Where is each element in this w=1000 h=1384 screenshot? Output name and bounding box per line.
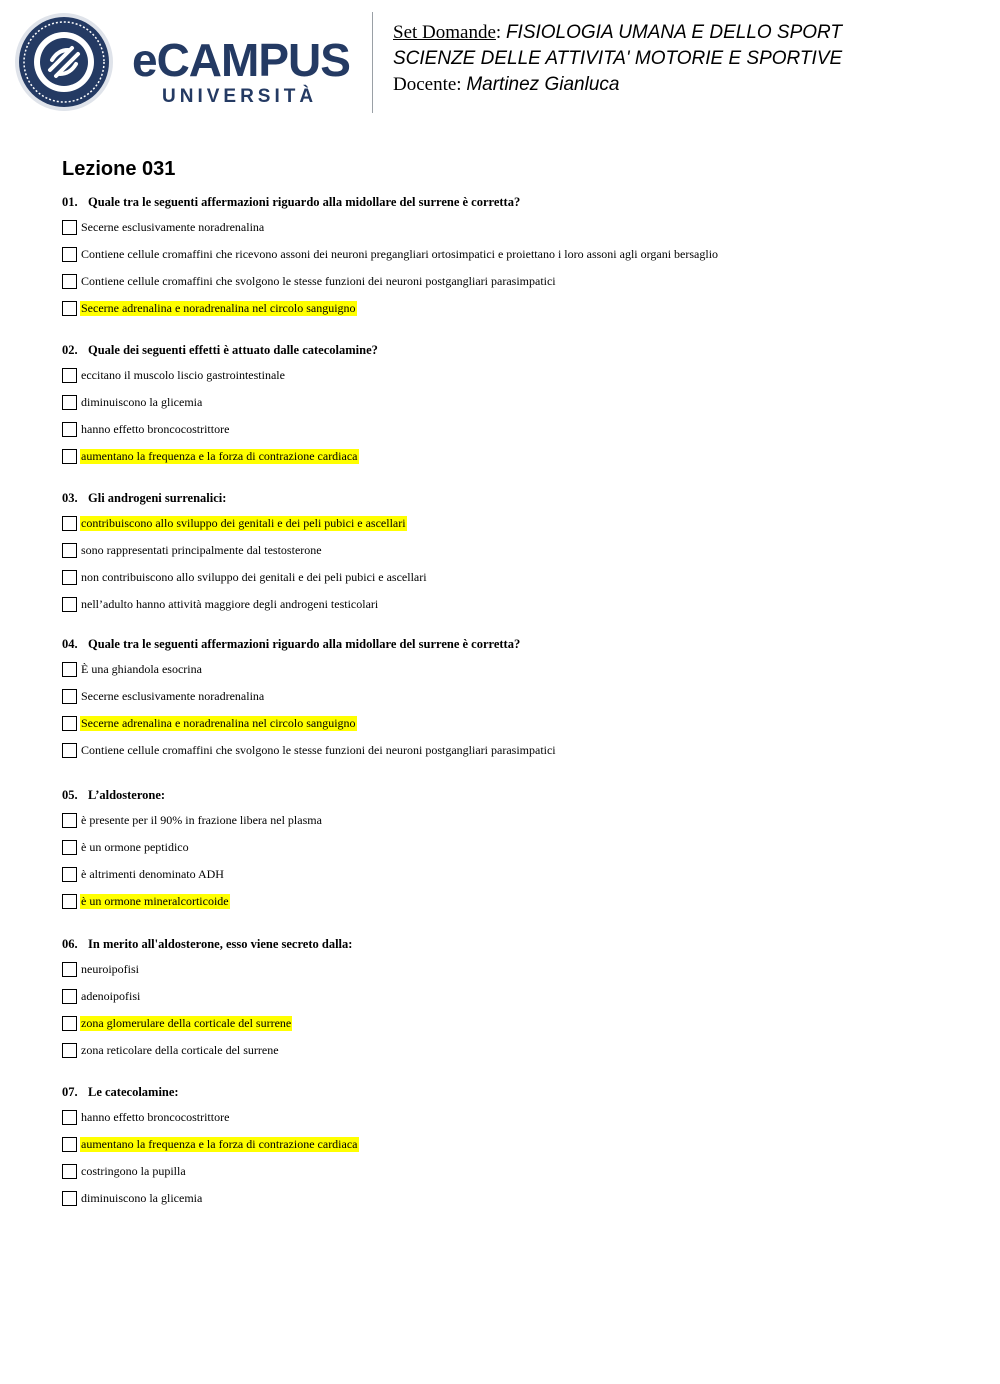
checkbox[interactable] [62, 1043, 77, 1058]
question-text [62, 194, 719, 210]
answer-option[interactable] [62, 1104, 359, 1131]
question-number: 05. [62, 788, 78, 802]
answer-text: Contiene cellule cromaffini che svolgono le stesse funzioni dei neuroni postgangliari parasimpatici [81, 743, 556, 757]
question-7 [62, 1084, 359, 1212]
question-label: Gli androgeni surrenalici: [88, 491, 227, 505]
checkbox[interactable] [62, 1016, 77, 1031]
question-number: 06. [62, 937, 78, 951]
answer-option[interactable] [62, 510, 428, 537]
answer-text: hanno effetto broncocostrittore [81, 422, 230, 436]
checkbox[interactable] [62, 867, 77, 882]
university-seal-icon [14, 12, 114, 112]
answer-option[interactable] [62, 710, 557, 737]
question-1 [62, 194, 719, 322]
question-label: Quale tra le seguenti affermazioni riguardo alla midollare del surrene è corretta? [88, 637, 521, 651]
correct-answer-text: contribuiscono allo sviluppo dei genitali e dei peli pubici e ascellari [81, 516, 406, 530]
answer-option[interactable] [62, 807, 323, 834]
checkbox[interactable] [62, 840, 77, 855]
answer-text: sono rappresentati principalmente dal testosterone [81, 543, 322, 557]
answer-option[interactable] [62, 362, 378, 389]
answer-option[interactable] [62, 683, 557, 710]
answer-option[interactable] [62, 861, 323, 888]
checkbox[interactable] [62, 962, 77, 977]
answer-option[interactable] [62, 591, 428, 618]
checkbox[interactable] [62, 1137, 77, 1152]
answer-option[interactable] [62, 1185, 359, 1212]
question-number: 07. [62, 1085, 78, 1099]
checkbox[interactable] [62, 301, 77, 316]
course-name: FISIOLOGIA UMANA E DELLO SPORT [505, 22, 843, 43]
answer-text: eccitano il muscolo liscio gastrointestinale [81, 368, 285, 382]
answer-option[interactable] [62, 1010, 352, 1037]
question-label: L’aldosterone: [88, 788, 166, 802]
answer-text: Contiene cellule cromaffini che svolgono le stesse funzioni dei neuroni postgangliari parasimpatici [81, 274, 556, 288]
answer-option[interactable] [62, 295, 719, 322]
checkbox[interactable] [62, 662, 77, 677]
question-label: In merito all'aldosterone, esso viene secreto dalla: [88, 937, 353, 951]
correct-answer-text: aumentano la frequenza e la forza di contrazione cardiaca [81, 449, 358, 463]
question-text [62, 1084, 359, 1100]
question-number: 02. [62, 343, 78, 357]
answer-text: è un ormone peptidico [81, 840, 189, 854]
answer-option[interactable] [62, 1158, 359, 1185]
checkbox[interactable] [62, 1164, 77, 1179]
question-number: 04. [62, 637, 78, 651]
question-text [62, 490, 428, 506]
teacher-line [393, 72, 842, 98]
lesson-title: Lezione 031 [62, 158, 176, 180]
question-5 [62, 787, 323, 915]
course-program: SCIENZE DELLE ATTIVITA' MOTORIE E SPORTIVE [393, 48, 843, 69]
answer-option[interactable] [62, 1037, 352, 1064]
checkbox[interactable] [62, 894, 77, 909]
question-label: Quale tra le seguenti affermazioni riguardo alla midollare del surrene è corretta? [88, 195, 521, 209]
answer-text: è altrimenti denominato ADH [81, 867, 224, 881]
answer-text: È una ghiandola esocrina [81, 662, 202, 676]
answer-text: zona reticolare della corticale del surrene [81, 1043, 279, 1057]
answer-option[interactable] [62, 537, 428, 564]
checkbox[interactable] [62, 689, 77, 704]
answer-text: nell’adulto hanno attività maggiore degli androgeni testicolari [81, 597, 379, 611]
answer-text: diminuiscono la glicemia [81, 1191, 203, 1205]
checkbox[interactable] [62, 543, 77, 558]
answer-text: neuroipofisi [81, 962, 139, 976]
header-divider [372, 12, 373, 113]
question-text [62, 787, 323, 803]
answer-option[interactable] [62, 1131, 359, 1158]
brand-subtitle: UNIVERSITÀ [162, 86, 318, 107]
question-6 [62, 936, 352, 1064]
checkbox[interactable] [62, 220, 77, 235]
course-info [393, 20, 842, 98]
answer-option[interactable] [62, 268, 719, 295]
correct-answer-text: zona glomerulare della corticale del surrene [81, 1016, 292, 1030]
question-text [62, 636, 557, 652]
checkbox[interactable] [62, 274, 77, 289]
checkbox[interactable] [62, 716, 77, 731]
course-line-2 [393, 46, 842, 72]
page-header [0, 0, 1000, 130]
answer-text: Secerne esclusivamente noradrenalina [81, 220, 265, 234]
teacher-label: Docente: [393, 74, 462, 95]
answer-option[interactable] [62, 834, 323, 861]
answer-option[interactable] [62, 737, 557, 764]
teacher-name: Martinez Gianluca [466, 74, 620, 95]
question-label: Le catecolamine: [88, 1085, 179, 1099]
answer-option[interactable] [62, 888, 323, 915]
answer-text: diminuiscono la glicemia [81, 395, 203, 409]
question-number: 01. [62, 195, 78, 209]
answer-text: non contribuiscono allo sviluppo dei genitali e dei peli pubici e ascellari [81, 570, 427, 584]
answer-option[interactable] [62, 983, 352, 1010]
answer-option[interactable] [62, 443, 378, 470]
answer-option[interactable] [62, 956, 352, 983]
checkbox[interactable] [62, 247, 77, 262]
brand-logo [132, 34, 357, 118]
answer-option[interactable] [62, 389, 378, 416]
question-label: Quale dei seguenti effetti è attuato dalle catecolamine? [88, 343, 378, 357]
checkbox[interactable] [62, 449, 77, 464]
question-3 [62, 490, 428, 618]
answer-text: costringono la pupilla [81, 1164, 186, 1178]
checkbox[interactable] [62, 1110, 77, 1125]
checkbox[interactable] [62, 597, 77, 612]
checkbox[interactable] [62, 989, 77, 1004]
answer-option[interactable] [62, 564, 428, 591]
course-line-1: Set Domande: FISIOLOGIA UMANA E DELLO SPORT [393, 22, 843, 43]
answer-option[interactable] [62, 656, 557, 683]
checkbox[interactable] [62, 1191, 77, 1206]
checkbox[interactable] [62, 368, 77, 383]
answer-option[interactable] [62, 241, 719, 268]
checkbox[interactable] [62, 395, 77, 410]
brand-name: eCAMPUS [132, 34, 350, 86]
question-2 [62, 342, 378, 470]
answer-text: hanno effetto broncocostrittore [81, 1110, 230, 1124]
question-text [62, 342, 378, 358]
correct-answer-text: Secerne adrenalina e noradrenalina nel circolo sanguigno [81, 716, 356, 730]
correct-answer-text: aumentano la frequenza e la forza di contrazione cardiaca [81, 1137, 358, 1151]
answer-option[interactable] [62, 416, 378, 443]
correct-answer-text: Secerne adrenalina e noradrenalina nel circolo sanguigno [81, 301, 356, 315]
question-number: 03. [62, 491, 78, 505]
checkbox[interactable] [62, 813, 77, 828]
correct-answer-text: è un ormone mineralcorticoide [81, 894, 229, 908]
answer-option[interactable] [62, 214, 719, 241]
checkbox[interactable] [62, 422, 77, 437]
question-text [62, 936, 352, 952]
checkbox[interactable] [62, 743, 77, 758]
answer-text: Secerne esclusivamente noradrenalina [81, 689, 265, 703]
question-4 [62, 636, 557, 764]
answer-text: è presente per il 90% in frazione libera nel plasma [81, 813, 322, 827]
answer-text: adenoipofisi [81, 989, 141, 1003]
checkbox[interactable] [62, 570, 77, 585]
set-label: Set Domande [393, 22, 496, 43]
checkbox[interactable] [62, 516, 77, 531]
answer-text: Contiene cellule cromaffini che ricevono assoni dei neuroni pregangliari ortosimpatici e proiettano i loro assoni agli organi bersaglio [81, 247, 719, 261]
